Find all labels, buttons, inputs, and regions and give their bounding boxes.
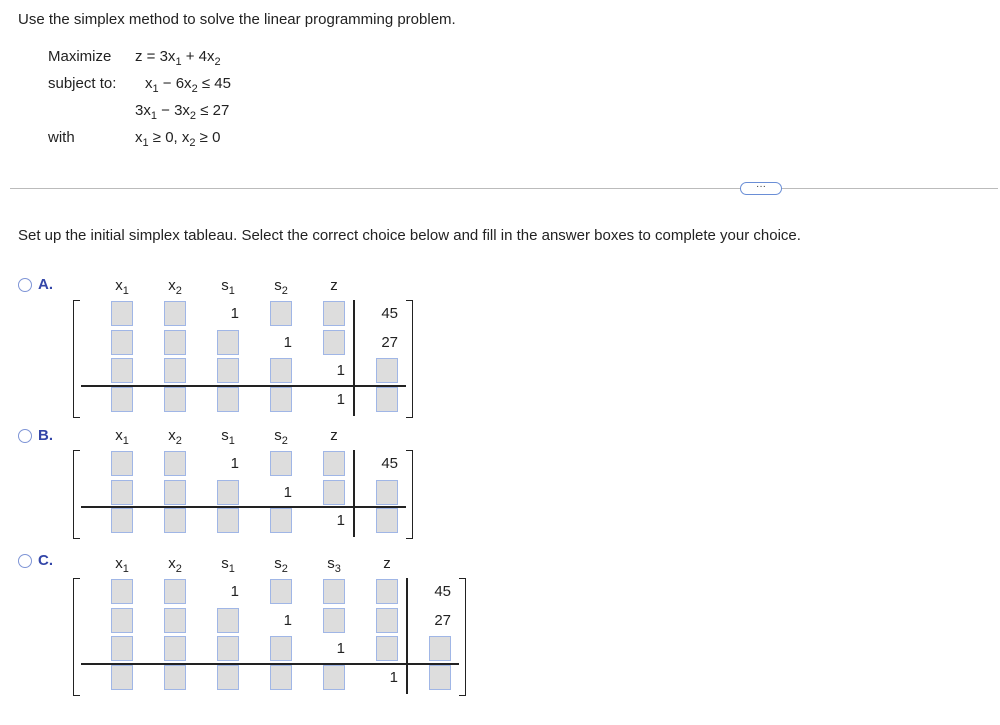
instruction-text: Set up the initial simplex tableau. Select the correct choice below and fill in the answer boxes to complete your choice. — [18, 227, 801, 244]
answer-box[interactable] — [164, 508, 186, 533]
column-header: $x_1$ — [115, 277, 129, 297]
tableau-value: 1 — [336, 640, 345, 658]
answer-box[interactable] — [270, 451, 292, 476]
answer-box[interactable] — [270, 358, 292, 383]
column-header: $s_1$ — [221, 277, 235, 297]
tableau-value: 45 — [381, 455, 398, 472]
answer-box[interactable] — [217, 508, 239, 533]
answer-box[interactable] — [323, 665, 345, 690]
objective-row-divider — [81, 385, 406, 387]
answer-box[interactable] — [164, 330, 186, 355]
answer-box[interactable] — [376, 358, 398, 383]
tableau-value: 1 — [230, 305, 239, 322]
tableau-value: 1 — [283, 333, 292, 351]
answer-box[interactable] — [323, 330, 345, 355]
option-label: A. — [38, 276, 53, 293]
answer-box[interactable] — [323, 451, 345, 476]
column-header: $x_2$ — [168, 427, 182, 447]
left-bracket — [73, 300, 80, 418]
column-header: $x_2$ — [168, 277, 182, 297]
vertical-divider — [353, 300, 355, 416]
answer-box[interactable] — [217, 330, 239, 355]
answer-box[interactable] — [164, 636, 186, 661]
answer-box[interactable] — [111, 636, 133, 661]
question-text: Use the simplex method to solve the linear programming problem. — [18, 11, 456, 28]
answer-box[interactable] — [164, 579, 186, 604]
answer-box[interactable] — [164, 608, 186, 633]
answer-box[interactable] — [376, 579, 398, 604]
tableau-value: 1 — [283, 483, 292, 501]
answer-box[interactable] — [111, 387, 133, 412]
answer-box[interactable] — [323, 608, 345, 633]
answer-box[interactable] — [429, 665, 451, 690]
radio-button[interactable] — [18, 554, 32, 568]
answer-box[interactable] — [217, 480, 239, 505]
tableau-value: 1 — [230, 455, 239, 472]
option-c[interactable] — [18, 552, 53, 569]
left-bracket — [73, 578, 80, 696]
objective-function: $z = 3x_1 + 4x_2$ — [135, 48, 221, 68]
option-label: B. — [38, 427, 53, 444]
right-bracket — [459, 578, 466, 696]
tableau-value: 45 — [434, 583, 451, 600]
answer-box[interactable] — [111, 358, 133, 383]
column-header: z — [330, 277, 338, 294]
right-bracket — [406, 450, 413, 539]
answer-box[interactable] — [164, 480, 186, 505]
option-a[interactable] — [18, 276, 53, 293]
answer-box[interactable] — [111, 480, 133, 505]
column-header: $s_1$ — [221, 555, 235, 575]
objective-row-divider — [81, 506, 406, 508]
column-header: $s_3$ — [327, 555, 341, 575]
column-header: $s_2$ — [274, 427, 288, 447]
answer-box[interactable] — [217, 387, 239, 412]
answer-box[interactable] — [164, 665, 186, 690]
column-header: $x_1$ — [115, 555, 129, 575]
column-header: $x_2$ — [168, 555, 182, 575]
tableau-value: 27 — [381, 333, 398, 351]
answer-box[interactable] — [111, 508, 133, 533]
option-label: C. — [38, 552, 53, 569]
answer-box[interactable] — [217, 636, 239, 661]
answer-box[interactable] — [429, 636, 451, 661]
answer-box[interactable] — [376, 636, 398, 661]
constraint-1: $x_1 - 6x_2 \le 45$ — [145, 75, 231, 95]
answer-box[interactable] — [217, 358, 239, 383]
radio-button[interactable] — [18, 429, 32, 443]
constraint-2: $3x_1 - 3x_2 \le 27$ — [135, 102, 230, 122]
column-header: $s_1$ — [221, 427, 235, 447]
tableau-value: 1 — [336, 362, 345, 380]
answer-box[interactable] — [376, 480, 398, 505]
maximize-label: Maximize — [48, 48, 112, 65]
answer-box[interactable] — [376, 508, 398, 533]
answer-box[interactable] — [323, 301, 345, 326]
answer-box[interactable] — [164, 451, 186, 476]
column-header: z — [383, 555, 391, 572]
answer-box[interactable] — [270, 301, 292, 326]
answer-box[interactable] — [164, 387, 186, 412]
answer-box[interactable] — [111, 579, 133, 604]
answer-box[interactable] — [270, 665, 292, 690]
subject-to-label: subject to: — [48, 75, 117, 92]
answer-box[interactable] — [111, 665, 133, 690]
tableau-value: 27 — [434, 611, 451, 629]
tableau-value: 1 — [283, 611, 292, 629]
vertical-divider — [353, 450, 355, 537]
radio-button[interactable] — [18, 278, 32, 292]
answer-box[interactable] — [164, 358, 186, 383]
answer-box[interactable] — [217, 608, 239, 633]
answer-box[interactable] — [323, 480, 345, 505]
nonnegativity-constraint: $x_1 \ge 0$, $x_2 \ge 0$ — [135, 129, 221, 149]
column-header: $x_1$ — [115, 427, 129, 447]
tableau-value: 1 — [336, 391, 345, 409]
left-bracket — [73, 450, 80, 539]
column-header: $s_2$ — [274, 277, 288, 297]
column-header: z — [330, 427, 338, 444]
answer-box[interactable] — [164, 301, 186, 326]
answer-box[interactable] — [111, 451, 133, 476]
answer-box[interactable] — [323, 579, 345, 604]
vertical-divider — [406, 578, 408, 694]
column-header: $s_2$ — [274, 555, 288, 575]
divider — [10, 188, 998, 189]
answer-box[interactable] — [111, 330, 133, 355]
right-bracket — [406, 300, 413, 418]
tableau-value: 1 — [336, 512, 345, 530]
with-label: with — [48, 129, 75, 146]
answer-box[interactable] — [111, 608, 133, 633]
answer-box[interactable] — [111, 301, 133, 326]
answer-box[interactable] — [217, 665, 239, 690]
more-button[interactable]: ··· — [740, 182, 782, 195]
answer-box[interactable] — [270, 508, 292, 533]
tableau-value: 1 — [230, 583, 239, 600]
objective-row-divider — [81, 663, 459, 665]
answer-box[interactable] — [376, 387, 398, 412]
answer-box[interactable] — [270, 579, 292, 604]
answer-box[interactable] — [270, 636, 292, 661]
answer-box[interactable] — [376, 608, 398, 633]
tableau-value: 1 — [389, 669, 398, 687]
tableau-value: 45 — [381, 305, 398, 322]
option-b[interactable] — [18, 427, 53, 444]
answer-box[interactable] — [270, 387, 292, 412]
